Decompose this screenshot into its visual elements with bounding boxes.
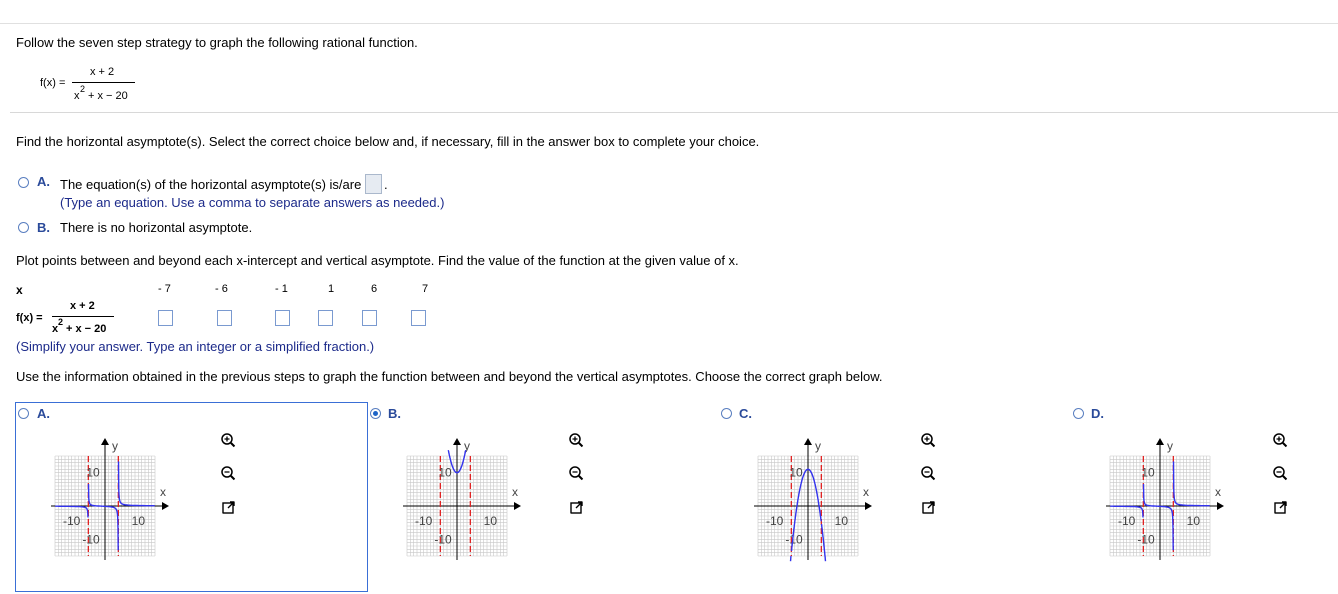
- open-graph-icon[interactable]: [1272, 499, 1289, 516]
- y-axis-arrow: [804, 438, 812, 445]
- graph-a[interactable]: [40, 428, 190, 580]
- y-tick-label: 10: [438, 465, 452, 480]
- graph-b[interactable]: [392, 428, 542, 580]
- table-x-value: - 1: [275, 283, 288, 295]
- x-tick-label: 10: [1186, 514, 1201, 528]
- fx-answer-box[interactable]: [411, 310, 426, 326]
- function-numerator: x + 2: [90, 66, 115, 78]
- fx-answer-box[interactable]: [217, 310, 232, 326]
- zoom-in-icon[interactable]: [920, 432, 937, 449]
- x-tick-label: -10: [62, 514, 81, 528]
- table-x-value: - 6: [215, 283, 228, 295]
- x-tick-label: -10: [1117, 514, 1136, 528]
- table-x-value: - 7: [158, 283, 171, 295]
- y-axis-arrow: [101, 438, 109, 445]
- graph-prompt: Use the information obtained in the previous steps to graph the function between and beyond the vertical asymptotes. Choose the correct graph below.: [16, 369, 883, 384]
- fx-answer-box[interactable]: [362, 310, 377, 326]
- fx-answer-box[interactable]: [158, 310, 173, 326]
- x-tick-label: 10: [834, 514, 849, 528]
- ha-choice-a-radio[interactable]: [18, 177, 29, 188]
- y-tick-label: 10: [1141, 465, 1155, 480]
- zoom-out-icon[interactable]: [568, 465, 585, 482]
- graph-choice-c-letter: C.: [739, 406, 752, 421]
- y-tick-label: 10: [789, 465, 803, 480]
- table-x-label: x: [16, 283, 23, 297]
- y-tick-label: -10: [82, 532, 100, 547]
- section-divider: [10, 112, 1338, 113]
- table-numerator: x + 2: [70, 300, 95, 312]
- x-axis-arrow: [865, 502, 872, 510]
- zoom-in-icon[interactable]: [568, 432, 585, 449]
- function-den-exp: 2: [80, 84, 86, 94]
- table-x-value: 7: [422, 283, 429, 295]
- x-tick-label: 10: [131, 514, 146, 528]
- y-axis-arrow: [1156, 438, 1164, 445]
- fx-answer-box[interactable]: [318, 310, 333, 326]
- ha-choice-b-text: There is no horizontal asymptote.: [60, 220, 253, 235]
- open-graph-icon[interactable]: [220, 499, 237, 516]
- zoom-in-icon[interactable]: [220, 432, 237, 449]
- y-axis-label: y: [1167, 439, 1173, 453]
- ha-period: .: [384, 177, 388, 192]
- ha-choice-b-radio[interactable]: [18, 222, 29, 233]
- fraction-bar: [72, 82, 135, 83]
- ha-choice-a-hint: (Type an equation. Use a comma to separate answers as needed.): [60, 195, 445, 210]
- y-axis-label: y: [815, 439, 821, 453]
- x-axis-arrow: [162, 502, 169, 510]
- fx-answer-box[interactable]: [275, 310, 290, 326]
- ha-choice-b-letter: B.: [37, 220, 50, 235]
- graph-choice-d-radio[interactable]: [1073, 408, 1084, 419]
- x-axis-label: x: [1215, 485, 1221, 499]
- plot-prompt: Plot points between and beyond each x-intercept and vertical asymptote. Find the value of the function at the given value of x.: [16, 253, 739, 268]
- x-axis-arrow: [514, 502, 521, 510]
- graph-choice-b-radio[interactable]: [370, 408, 381, 419]
- y-axis-label: y: [112, 439, 118, 453]
- table-fx-label: f(x) =: [16, 312, 43, 324]
- y-tick-label: -10: [1137, 532, 1155, 547]
- graph-choice-d-letter: D.: [1091, 406, 1104, 421]
- x-tick-label: -10: [765, 514, 784, 528]
- x-tick-label: -10: [414, 514, 433, 528]
- ha-choice-a-letter: A.: [37, 174, 50, 189]
- intro-text: Follow the seven step strategy to graph the following rational function.: [16, 35, 418, 50]
- zoom-out-icon[interactable]: [220, 465, 237, 482]
- table-hint: (Simplify your answer. Type an integer or a simplified fraction.): [16, 339, 375, 354]
- zoom-in-icon[interactable]: [1272, 432, 1289, 449]
- x-axis-arrow: [1217, 502, 1224, 510]
- x-tick-label: 10: [483, 514, 498, 528]
- function-lhs: f(x) =: [40, 77, 66, 89]
- table-den-rest: + x − 20: [66, 323, 107, 335]
- zoom-out-icon[interactable]: [920, 465, 937, 482]
- table-x-value: 1: [328, 283, 335, 295]
- y-tick-label: -10: [785, 532, 803, 547]
- table-x-value: 6: [371, 283, 378, 295]
- x-axis-label: x: [863, 485, 869, 499]
- x-axis-label: x: [512, 485, 518, 499]
- y-axis-arrow: [453, 438, 461, 445]
- y-tick-label: 10: [86, 465, 100, 480]
- open-graph-icon[interactable]: [920, 499, 937, 516]
- open-graph-icon[interactable]: [568, 499, 585, 516]
- function-den-x: x: [74, 90, 80, 102]
- graph-choice-a-letter: A.: [37, 406, 50, 421]
- table-den-x: x: [52, 323, 59, 335]
- graph-choice-b-letter: B.: [388, 406, 401, 421]
- function-den-rest: + x − 20: [88, 90, 128, 102]
- zoom-out-icon[interactable]: [1272, 465, 1289, 482]
- ha-choice-a-text: The equation(s) of the horizontal asymptote(s) is/are: [60, 177, 362, 192]
- curve-branch: [791, 556, 792, 561]
- y-tick-label: -10: [434, 532, 452, 547]
- table-den-exp: 2: [58, 317, 64, 327]
- ha-prompt: Find the horizontal asymptote(s). Select the correct choice below and, if necessary, fill in the answer box to complete your choice.: [16, 134, 760, 149]
- y-axis-label: y: [464, 439, 470, 453]
- graph-c[interactable]: [743, 428, 893, 580]
- graph-choice-c-radio[interactable]: [721, 408, 732, 419]
- x-axis-label: x: [160, 485, 166, 499]
- top-divider: [0, 23, 1338, 24]
- graph-choice-a-radio[interactable]: [18, 408, 29, 419]
- graph-d[interactable]: [1095, 428, 1245, 580]
- ha-answer-box[interactable]: [365, 174, 382, 194]
